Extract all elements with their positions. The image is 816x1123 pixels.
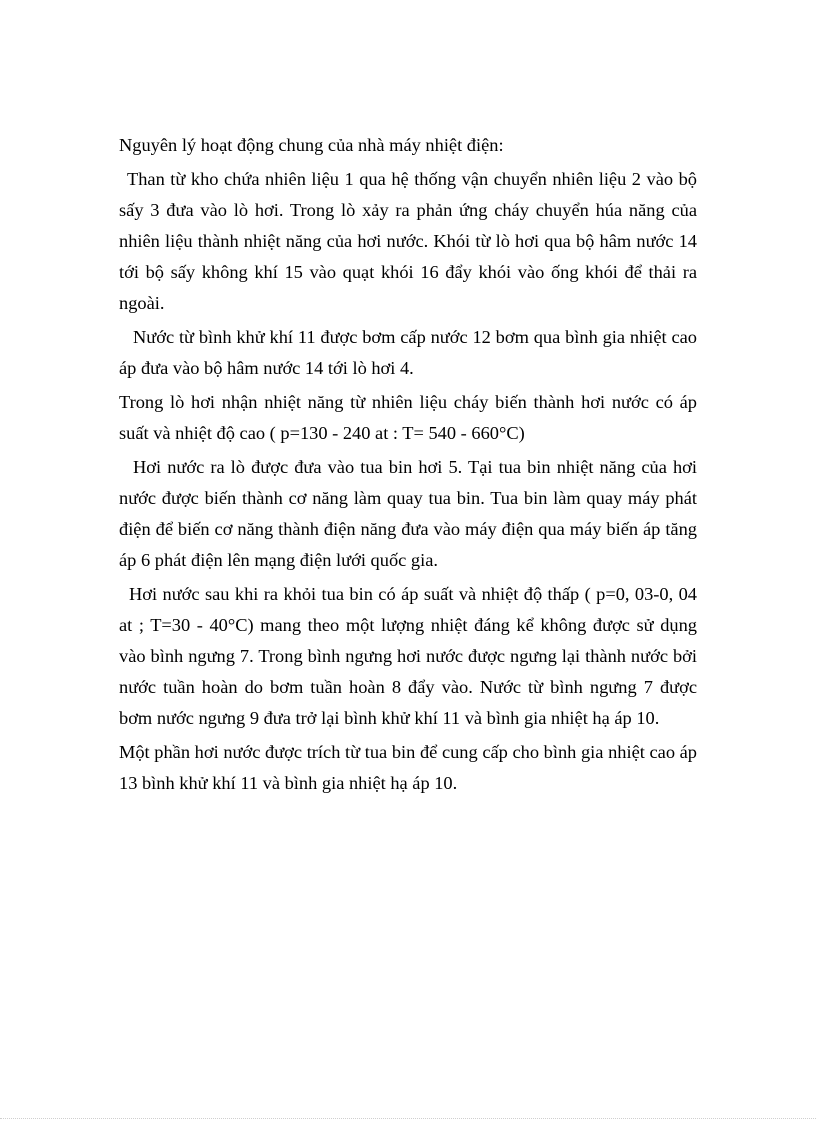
paragraph-turbine: Hơi nước ra lò được đưa vào tua bin hơi 5. Tại tua bin nhiệt năng của hơi nước được biến thành cơ năng làm quay tua bin. Tua bin làm quay máy phát điện để biến cơ năng thành điện năng đưa vào máy điện qua máy biến áp tăng áp 6 phát điện lên mạng điện lưới quốc gia.	[119, 457, 697, 570]
paragraph-boiler-steam: Trong lò hơi nhận nhiệt năng từ nhiên liệu cháy biến thành hơi nước có áp suất và nhiệt độ cao ( p=130 - 240 at : T= 540 - 660°C)	[119, 392, 697, 443]
document-body	[119, 130, 697, 802]
page-bottom-divider	[0, 1118, 816, 1119]
paragraph-coal-combustion: Than từ kho chứa nhiên liệu 1 qua hệ thống vận chuyển nhiên liệu 2 vào bộ sấy 3 đưa vào lò hơi. Trong lò xảy ra phản ứng cháy chuyển húa năng của nhiên liệu thành nhiệt năng của hơi nước. Khói từ lò hơi qua bộ hâm nước 14 tới bộ sấy không khí 15 vào quạt khói 16 đẩy khói vào ống khói để thải ra ngoài.	[119, 169, 697, 313]
paragraph-feedwater: Nước từ bình khử khí 11 được bơm cấp nước 12 bơm qua bình gia nhiệt cao áp đưa vào bộ hâm nước 14 tới lò hơi 4.	[119, 327, 697, 378]
paragraph-condenser: Hơi nước sau khi ra khỏi tua bin có áp suất và nhiệt độ thấp ( p=0, 03-0, 04 at ; T=30 - 40°C) mang theo một lượng nhiệt đáng kể không được sử dụng vào bình ngưng 7. Trong bình ngưng hơi nước được ngưng lại thành nước bởi nước tuần hoàn do bơm tuần hoàn 8 đẩy vào. Nước từ bình ngưng 7 được bơm nước ngưng 9 đưa trở lại bình khử khí 11 và bình gia nhiệt hạ áp 10.	[119, 584, 697, 728]
document-heading: Nguyên lý hoạt động chung của nhà máy nhiệt điện:	[119, 135, 504, 155]
paragraph-steam-extraction: Một phần hơi nước được trích từ tua bin để cung cấp cho bình gia nhiệt cao áp 13 bình khử khí 11 và bình gia nhiệt hạ áp 10.	[119, 742, 697, 793]
